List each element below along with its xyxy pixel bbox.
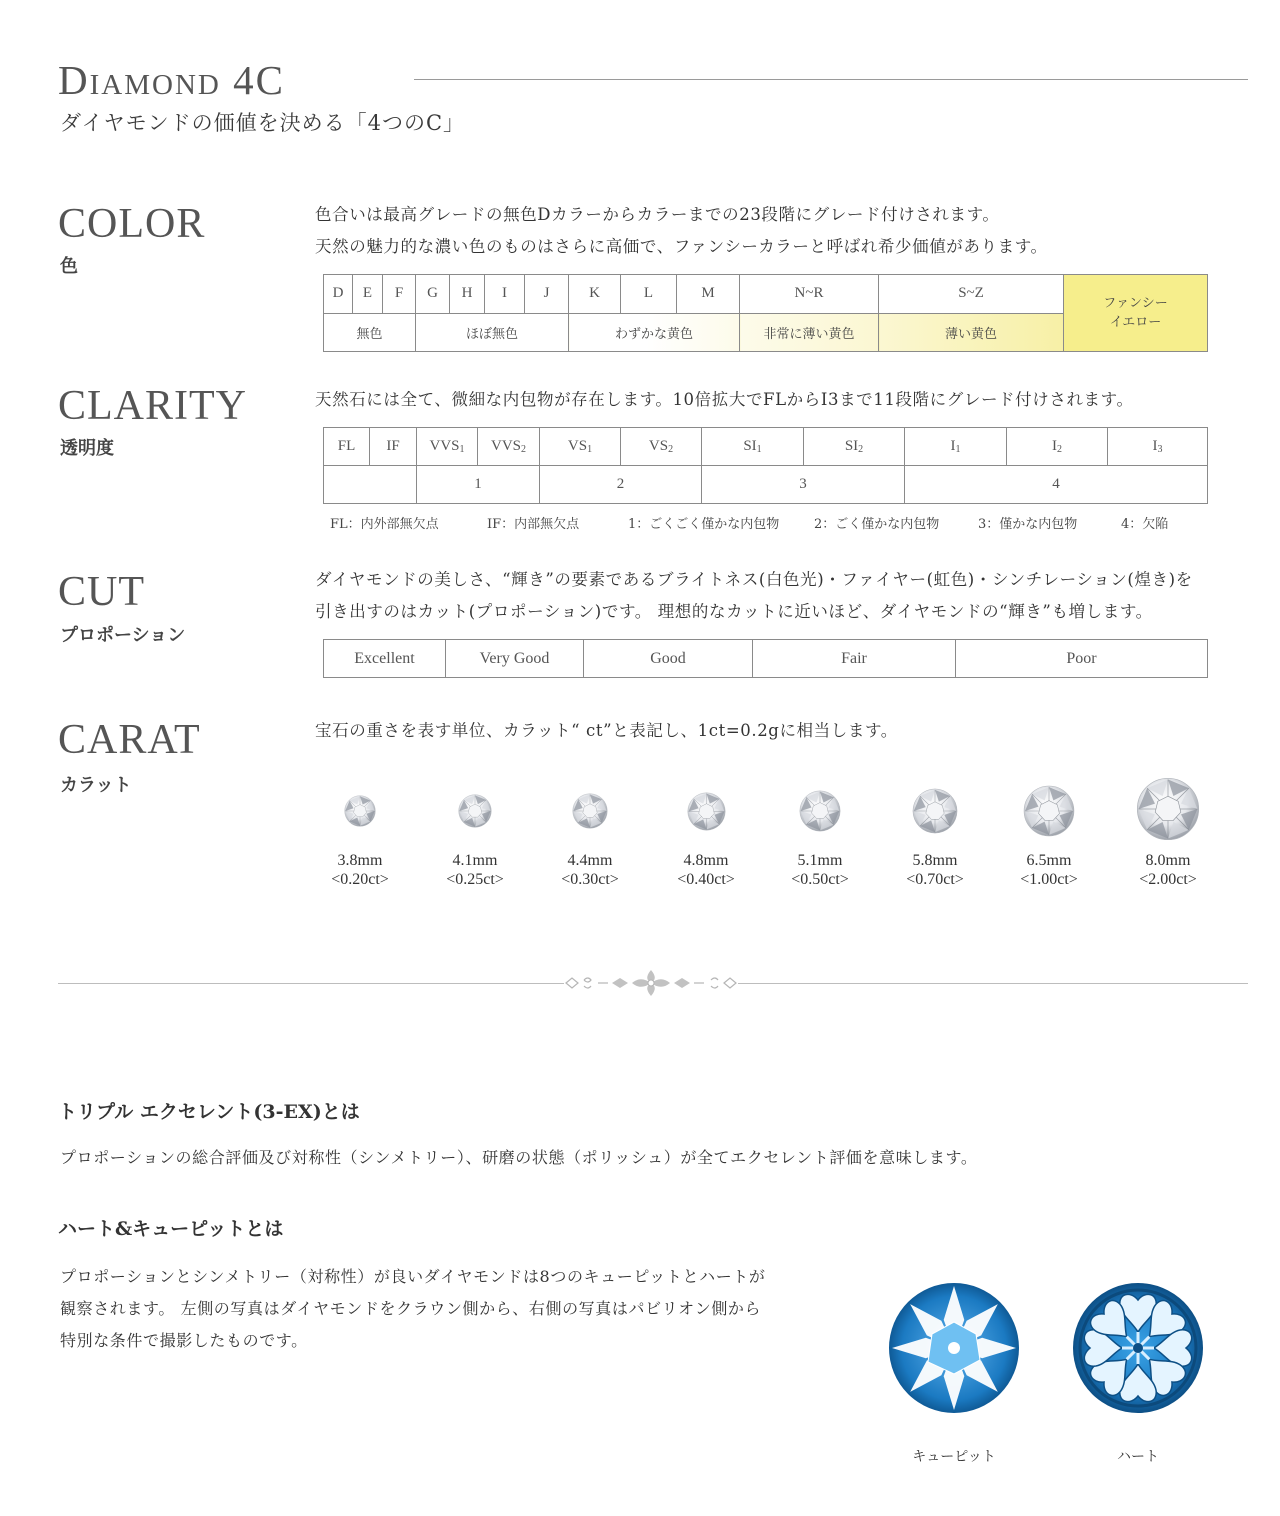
diamond-icon [687, 792, 726, 831]
triple-ex-body: プロポーションの総合評価及び対称性（シンメトリー）、研磨の状態（ポリッシュ）が全てエクセレント評価を意味します。 [60, 1148, 978, 1167]
clarity-grade-cell: $I_3$ [1108, 428, 1208, 466]
hc-body-line2: 観察されます。 左側の写真はダイヤモンドをクラウン側から、右側の写真はパビリオン側から [60, 1299, 762, 1318]
color-grade-cell: L [621, 275, 677, 314]
cut-grade-cell: Good [584, 640, 753, 678]
clarity-grade-cell: $SI_2$ [804, 428, 905, 466]
carat-mm: 5.8mm [912, 852, 958, 869]
carat-mm: 4.8mm [683, 852, 729, 869]
cupid-photo [888, 1282, 1020, 1414]
carat-ct: <0.30ct> [561, 871, 619, 888]
color-grade-cell: I [485, 275, 525, 314]
carat-description: 宝石の重さを表す単位、カラット“ ct”と表記し、1ct=0.2gに相当します。 [315, 721, 898, 740]
clarity-grade-table [323, 427, 1208, 504]
clarity-legend-item: 2：ごく僅かな内包物 [814, 517, 940, 532]
color-description [315, 199, 1048, 263]
triple-ex-heading: トリプル エクセレント(3-EX)とは [58, 1101, 360, 1123]
clarity-legend-item: IF：内部無欠点 [487, 517, 580, 532]
divider-right [738, 983, 1248, 984]
carat-mm: 8.0mm [1145, 852, 1191, 869]
cut-subtitle: プロポーション [60, 625, 186, 646]
carat-mm: 5.1mm [797, 852, 843, 869]
clarity-group-cell: 2 [540, 466, 702, 504]
clarity-legend-item: FL：内外部無欠点 [330, 517, 439, 532]
cut-grade-cell: Fair [753, 640, 956, 678]
cut-grade-cell: Excellent [324, 640, 446, 678]
clarity-title: CLARITY [58, 383, 247, 429]
color-grade-cell: J [525, 275, 569, 314]
clarity-group-cell: 4 [905, 466, 1208, 504]
clarity-group-cell: 1 [417, 466, 540, 504]
hc-body-line1: プロポーションとシンメトリー（対称性）が良いダイヤモンドは8つのキューピットとハートが [60, 1267, 766, 1286]
page-subtitle: ダイヤモンドの価値を決める「4つのC」 [60, 111, 466, 135]
carat-ct: <0.20ct> [331, 871, 389, 888]
carat-mm: 4.4mm [567, 852, 613, 869]
color-group-cell: ほぼ無色 [416, 313, 569, 352]
carat-size-label [310, 851, 410, 889]
clarity-grade-cell: IF [370, 428, 417, 466]
carat-ct: <0.25ct> [446, 871, 504, 888]
diamond-icon [458, 794, 492, 828]
cut-desc-line2: 引き出すのはカット(プロポーション)です。 理想的なカットに近いほど、ダイヤモンドの“輝き”も増します。 [315, 602, 1153, 621]
clarity-description: 天然石には全て、微細な内包物が存在します。10倍拡大でFLからI3まで11段階にグレード付けされます。 [315, 390, 1134, 409]
color-grade-cell: D [324, 275, 353, 314]
carat-mm: 3.8mm [337, 852, 383, 869]
diamond-icon [344, 795, 376, 827]
title-rule [414, 79, 1248, 80]
cut-grade-cell: Poor [956, 640, 1208, 678]
clarity-legend-item: 4：欠陥 [1121, 517, 1169, 532]
clarity-legend-item: 3：僅かな内包物 [978, 517, 1078, 532]
hearts-cupids-body [60, 1261, 766, 1357]
color-group-cell: 非常に薄い黄色 [740, 313, 879, 352]
hc-body-line3: 特別な条件で撮影したものです。 [60, 1331, 308, 1350]
color-group-cell: 無色 [324, 313, 416, 352]
cut-grade-cell: Very Good [446, 640, 584, 678]
carat-size-label [999, 851, 1099, 889]
diamond-icon [1136, 777, 1200, 841]
clarity-legend-item: 1：ごくごく僅かな内包物 [628, 517, 780, 532]
divider-left [58, 983, 564, 984]
hearts-cupids-heading: ハート&キューピットとは [58, 1218, 284, 1240]
carat-ct: <0.70ct> [906, 871, 964, 888]
clarity-group-cell: 3 [702, 466, 905, 504]
clarity-grade-cell: $VVS_1$ [417, 428, 478, 466]
carat-ct: <1.00ct> [1020, 871, 1078, 888]
clarity-subtitle: 透明度 [60, 438, 114, 459]
carat-size-label [425, 851, 525, 889]
cut-desc-line1: ダイヤモンドの美しさ、“輝き”の要素であるブライトネス(白色光)・ファイヤー(虹色)・シンチレーション(煌き)を [315, 570, 1193, 589]
carat-size-label [656, 851, 756, 889]
clarity-grade-cell: $SI_1$ [702, 428, 804, 466]
carat-ct: <0.40ct> [677, 871, 735, 888]
carat-ct: <2.00ct> [1139, 871, 1197, 888]
carat-title: CARAT [58, 717, 201, 763]
clarity-grade-cell: $VVS_2$ [478, 428, 540, 466]
color-subtitle: 色 [60, 256, 78, 277]
color-grade-cell: K [569, 275, 621, 314]
color-desc-line1: 色合いは最高グレードの無色Dカラーからカラーまでの23段階にグレード付けされます。 [315, 205, 1000, 224]
clarity-grade-cell: $VS_1$ [540, 428, 621, 466]
color-group-cell: 薄い黄色 [879, 313, 1064, 352]
carat-size-label [885, 851, 985, 889]
cut-title: CUT [58, 569, 145, 615]
carat-mm: 4.1mm [452, 852, 498, 869]
color-desc-line2: 天然の魅力的な濃い色のものはさらに高価で、ファンシーカラーと呼ばれ希少価値があります。 [315, 237, 1048, 256]
diamond-icon [912, 788, 958, 834]
diamond-icon [799, 790, 841, 832]
heart-photo [1072, 1282, 1204, 1414]
clarity-grade-cell: $I_1$ [905, 428, 1007, 466]
color-grade-cell: S~Z [879, 275, 1064, 314]
color-grade-cell: H [450, 275, 485, 314]
carat-subtitle: カラット [60, 775, 132, 796]
page-title: Diamond 4C [58, 57, 285, 103]
carat-mm: 6.5mm [1026, 852, 1072, 869]
fancy-yellow-cell: ファンシー イエロー [1064, 275, 1208, 352]
color-grade-table [323, 274, 1208, 352]
color-grade-cell: E [353, 275, 383, 314]
diamond-icon [1023, 785, 1075, 837]
carat-size-label [1118, 851, 1218, 889]
ornament-icon [562, 966, 740, 1000]
color-grade-cell: N~R [740, 275, 879, 314]
cut-grade-table [323, 639, 1208, 678]
heart-caption: ハート [1117, 1449, 1159, 1465]
carat-ct: <0.50ct> [791, 871, 849, 888]
carat-size-label [540, 851, 640, 889]
color-grade-cell: F [383, 275, 416, 314]
color-grade-cell: M [677, 275, 740, 314]
cupid-caption: キューピット [912, 1449, 996, 1465]
clarity-grade-cell: $I_2$ [1007, 428, 1108, 466]
color-group-cell: わずかな黄色 [569, 313, 740, 352]
cut-description [315, 564, 1193, 628]
clarity-grade-cell: FL [324, 428, 370, 466]
clarity-grade-cell: $VS_2$ [621, 428, 702, 466]
carat-size-label [770, 851, 870, 889]
color-grade-cell: G [416, 275, 450, 314]
diamond-icon [572, 793, 608, 829]
clarity-group-cell-empty [324, 466, 417, 504]
color-title: COLOR [58, 201, 206, 247]
